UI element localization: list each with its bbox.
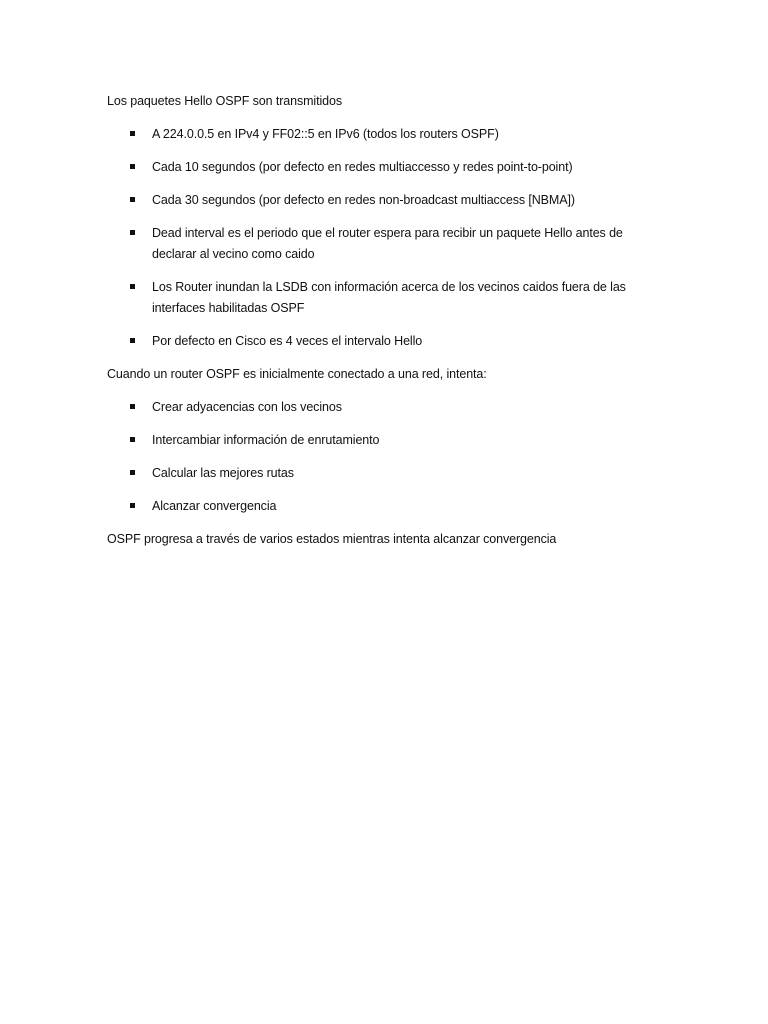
list-item [107,463,667,484]
square-bullet-icon [130,197,135,202]
list-item-text: Cada 30 segundos (por defecto en redes non-broadcast multiaccess [NBMA]) [152,193,575,207]
list-item-text: Intercambiar información de enrutamiento [152,433,380,447]
hello-packet-list [107,124,667,352]
square-bullet-icon [130,470,135,475]
list-item-text: A 224.0.0.5 en IPv4 y FF02::5 en IPv6 (todos los routers OSPF) [152,127,499,141]
square-bullet-icon [130,437,135,442]
square-bullet-icon [130,164,135,169]
list-item-text: Alcanzar convergencia [152,499,277,513]
list-item [107,157,667,178]
paragraph-hello-packets: Los paquetes Hello OSPF son transmitidos [107,94,343,108]
paragraph-router-connect: Cuando un router OSPF es inicialmente conectado a una red, intenta: [107,367,487,381]
list-item [107,430,667,451]
list-item [107,190,667,211]
router-goals-list [107,397,667,517]
list-item-text: Crear adyacencias con los vecinos [152,400,342,414]
square-bullet-icon [130,338,135,343]
list-item-text: Los Router inundan la LSDB con información acerca de los vecinos caidos fuera de las interfaces habilitadas OSPF [152,280,626,315]
list-item-text: Por defecto en Cisco es 4 veces el intervalo Hello [152,334,423,348]
paragraph-ospf-states: OSPF progresa a través de varios estados mientras intenta alcanzar convergencia [107,532,557,546]
square-bullet-icon [130,284,135,289]
list-item-text: Dead interval es el periodo que el router espera para recibir un paquete Hello antes de declarar al vecino como caido [152,226,623,261]
list-item [107,277,667,319]
list-item [107,223,667,265]
square-bullet-icon [130,503,135,508]
list-item-text: Calcular las mejores rutas [152,466,294,480]
square-bullet-icon [130,230,135,235]
square-bullet-icon [130,131,135,136]
list-item [107,331,667,352]
list-item [107,124,667,145]
list-item [107,496,667,517]
document-body [107,91,667,550]
list-item-text: Cada 10 segundos (por defecto en redes multiaccesso y redes point-to-point) [152,160,573,174]
list-item [107,397,667,418]
square-bullet-icon [130,404,135,409]
